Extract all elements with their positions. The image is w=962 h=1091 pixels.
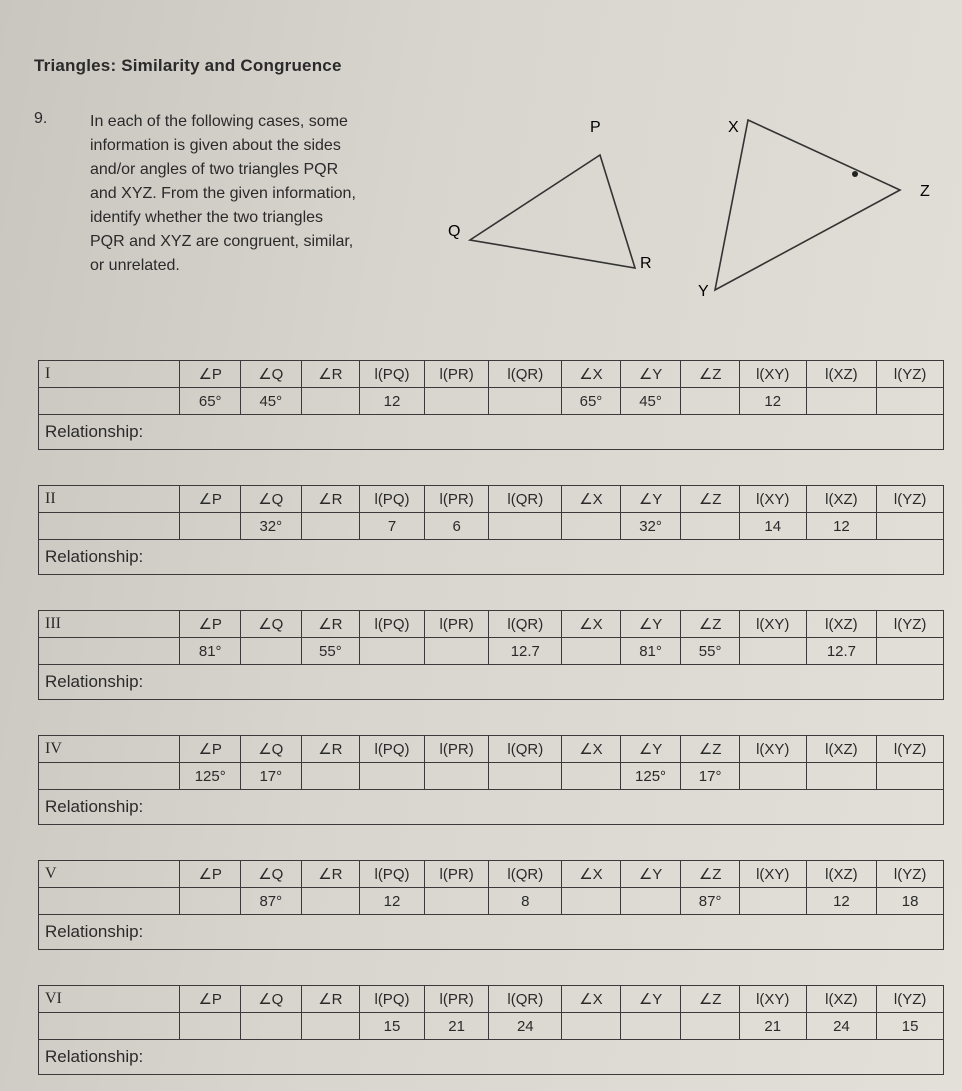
value-cell xyxy=(562,638,621,665)
value-cell: 17° xyxy=(681,763,740,790)
value-cell xyxy=(806,763,877,790)
column-header: l(XY) xyxy=(739,861,806,888)
value-cell xyxy=(360,763,425,790)
value-cell: 12 xyxy=(360,888,425,915)
question-line: and XYZ. From the given information, xyxy=(90,185,356,202)
value-cell xyxy=(180,513,241,540)
column-header: l(XY) xyxy=(739,486,806,513)
value-cell: 15 xyxy=(360,1013,425,1040)
value-cell xyxy=(241,1013,302,1040)
case-block xyxy=(38,610,944,700)
case-number: VI xyxy=(39,986,180,1013)
case-number: III xyxy=(39,611,180,638)
column-header: ∠Z xyxy=(681,486,740,513)
column-header: l(PR) xyxy=(424,861,489,888)
dot-mark xyxy=(852,171,858,177)
label-z: Z xyxy=(920,183,930,200)
value-cell: 14 xyxy=(739,513,806,540)
column-header: ∠Z xyxy=(681,861,740,888)
question-line: information is given about the sides xyxy=(90,137,341,154)
value-cell xyxy=(301,888,360,915)
value-cell: 87° xyxy=(241,888,302,915)
page-heading: Triangles: Similarity and Congruence xyxy=(34,56,342,75)
value-cell xyxy=(180,1013,241,1040)
column-header: ∠Q xyxy=(241,611,302,638)
column-header: ∠Y xyxy=(620,861,681,888)
case-block xyxy=(38,985,944,1075)
case-number: II xyxy=(39,486,180,513)
case-number: IV xyxy=(39,736,180,763)
label-x: X xyxy=(728,119,739,136)
case-table xyxy=(38,485,944,540)
column-header: l(XZ) xyxy=(806,361,877,388)
case-table xyxy=(38,985,944,1040)
value-cell: 87° xyxy=(681,888,740,915)
relationship-label: Relationship: xyxy=(45,422,144,441)
value-cell: 125° xyxy=(620,763,681,790)
value-cell xyxy=(424,763,489,790)
value-cell xyxy=(562,1013,621,1040)
column-header: ∠P xyxy=(180,611,241,638)
column-header: ∠Z xyxy=(681,986,740,1013)
value-cell: 7 xyxy=(360,513,425,540)
value-cell xyxy=(489,763,562,790)
value-cell: 32° xyxy=(620,513,681,540)
value-cell xyxy=(562,513,621,540)
column-header: l(QR) xyxy=(489,486,562,513)
value-cell xyxy=(301,513,360,540)
relationship-field[interactable] xyxy=(38,1040,944,1075)
question-line: PQR and XYZ are congruent, similar, xyxy=(90,233,354,250)
label-p: P xyxy=(590,119,601,136)
value-cell: 17° xyxy=(241,763,302,790)
column-header: ∠R xyxy=(301,986,360,1013)
column-header: ∠R xyxy=(301,611,360,638)
column-header: l(XZ) xyxy=(806,611,877,638)
value-cell: 65° xyxy=(180,388,241,415)
value-cell xyxy=(739,638,806,665)
column-header: l(YZ) xyxy=(877,486,944,513)
value-cell: 12 xyxy=(360,388,425,415)
column-header: l(XY) xyxy=(739,611,806,638)
column-header: ∠Y xyxy=(620,361,681,388)
blank-cell xyxy=(39,388,180,415)
column-header: l(YZ) xyxy=(877,361,944,388)
value-cell: 65° xyxy=(562,388,621,415)
triangle-pqr xyxy=(470,155,635,268)
value-cell xyxy=(360,638,425,665)
column-header: ∠Z xyxy=(681,611,740,638)
case-block xyxy=(38,860,944,950)
column-header: ∠R xyxy=(301,486,360,513)
column-header: l(QR) xyxy=(489,361,562,388)
value-cell xyxy=(681,513,740,540)
value-cell xyxy=(562,763,621,790)
column-header: ∠P xyxy=(180,361,241,388)
value-cell xyxy=(489,513,562,540)
value-cell xyxy=(877,763,944,790)
relationship-label: Relationship: xyxy=(45,797,144,816)
column-header: l(PR) xyxy=(424,986,489,1013)
label-q: Q xyxy=(448,223,461,240)
value-cell xyxy=(806,388,877,415)
column-header: l(YZ) xyxy=(877,861,944,888)
column-header: l(PQ) xyxy=(360,486,425,513)
column-header: ∠P xyxy=(180,736,241,763)
value-cell xyxy=(739,763,806,790)
value-cell: 12.7 xyxy=(489,638,562,665)
column-header: l(QR) xyxy=(489,861,562,888)
question-line: or unrelated. xyxy=(90,257,180,274)
label-r: R xyxy=(640,255,652,272)
case-table xyxy=(38,860,944,915)
column-header: ∠P xyxy=(180,986,241,1013)
column-header: ∠Y xyxy=(620,611,681,638)
value-cell: 125° xyxy=(180,763,241,790)
column-header: ∠R xyxy=(301,361,360,388)
case-table xyxy=(38,360,944,415)
triangle-xyz xyxy=(715,120,900,290)
value-cell: 12 xyxy=(806,513,877,540)
value-cell: 81° xyxy=(180,638,241,665)
value-cell xyxy=(489,388,562,415)
column-header: ∠Y xyxy=(620,486,681,513)
value-cell: 8 xyxy=(489,888,562,915)
column-header: l(YZ) xyxy=(877,986,944,1013)
relationship-label: Relationship: xyxy=(45,672,144,691)
column-header: ∠Q xyxy=(241,986,302,1013)
column-header: ∠R xyxy=(301,861,360,888)
value-cell xyxy=(301,388,360,415)
relationship-field[interactable] xyxy=(38,415,944,450)
triangles-figure xyxy=(430,100,950,300)
column-header: ∠Q xyxy=(241,486,302,513)
relationship-field[interactable] xyxy=(38,790,944,825)
column-header: ∠Q xyxy=(241,361,302,388)
column-header: l(PQ) xyxy=(360,611,425,638)
column-header: l(PQ) xyxy=(360,986,425,1013)
value-cell xyxy=(681,388,740,415)
column-header: ∠X xyxy=(562,361,621,388)
value-cell: 18 xyxy=(877,888,944,915)
relationship-field[interactable] xyxy=(38,665,944,700)
column-header: ∠P xyxy=(180,486,241,513)
value-cell: 55° xyxy=(301,638,360,665)
value-cell xyxy=(877,513,944,540)
column-header: l(PQ) xyxy=(360,861,425,888)
value-cell xyxy=(424,638,489,665)
value-cell: 21 xyxy=(424,1013,489,1040)
value-cell xyxy=(877,388,944,415)
value-cell xyxy=(620,1013,681,1040)
column-header: l(YZ) xyxy=(877,736,944,763)
value-cell xyxy=(562,888,621,915)
column-header: ∠X xyxy=(562,736,621,763)
case-table xyxy=(38,610,944,665)
value-cell: 32° xyxy=(241,513,302,540)
column-header: ∠X xyxy=(562,486,621,513)
value-cell xyxy=(681,1013,740,1040)
value-cell: 24 xyxy=(489,1013,562,1040)
column-header: l(XZ) xyxy=(806,486,877,513)
column-header: l(PR) xyxy=(424,486,489,513)
blank-cell xyxy=(39,638,180,665)
value-cell xyxy=(301,1013,360,1040)
column-header: ∠Y xyxy=(620,736,681,763)
value-cell: 55° xyxy=(681,638,740,665)
column-header: ∠X xyxy=(562,986,621,1013)
value-cell: 81° xyxy=(620,638,681,665)
blank-cell xyxy=(39,888,180,915)
column-header: l(XZ) xyxy=(806,861,877,888)
value-cell xyxy=(424,388,489,415)
column-header: l(XY) xyxy=(739,736,806,763)
column-header: ∠Q xyxy=(241,736,302,763)
case-number: I xyxy=(39,361,180,388)
value-cell: 24 xyxy=(806,1013,877,1040)
value-cell: 12.7 xyxy=(806,638,877,665)
value-cell xyxy=(301,763,360,790)
column-header: l(QR) xyxy=(489,986,562,1013)
relationship-field[interactable] xyxy=(38,540,944,575)
column-header: l(QR) xyxy=(489,736,562,763)
column-header: l(XY) xyxy=(739,986,806,1013)
value-cell xyxy=(241,638,302,665)
column-header: ∠X xyxy=(562,861,621,888)
question-text xyxy=(90,110,420,278)
column-header: l(PR) xyxy=(424,611,489,638)
column-header: ∠Z xyxy=(681,736,740,763)
column-header: ∠Z xyxy=(681,361,740,388)
case-block xyxy=(38,735,944,825)
blank-cell xyxy=(39,513,180,540)
value-cell: 15 xyxy=(877,1013,944,1040)
column-header: l(PQ) xyxy=(360,361,425,388)
case-block xyxy=(38,360,944,450)
value-cell xyxy=(739,888,806,915)
label-y: Y xyxy=(698,283,709,300)
column-header: l(QR) xyxy=(489,611,562,638)
column-header: l(PR) xyxy=(424,361,489,388)
column-header: l(XY) xyxy=(739,361,806,388)
relationship-label: Relationship: xyxy=(45,547,144,566)
column-header: ∠Y xyxy=(620,986,681,1013)
value-cell: 12 xyxy=(739,388,806,415)
question-line: identify whether the two triangles xyxy=(90,209,324,226)
relationship-label: Relationship: xyxy=(45,922,144,941)
question-line: In each of the following cases, some xyxy=(90,113,348,130)
value-cell xyxy=(877,638,944,665)
column-header: ∠P xyxy=(180,861,241,888)
value-cell: 45° xyxy=(241,388,302,415)
value-cell xyxy=(424,888,489,915)
value-cell xyxy=(620,888,681,915)
case-table xyxy=(38,735,944,790)
case-block xyxy=(38,485,944,575)
column-header: ∠R xyxy=(301,736,360,763)
column-header: l(PR) xyxy=(424,736,489,763)
value-cell: 12 xyxy=(806,888,877,915)
relationship-label: Relationship: xyxy=(45,1047,144,1066)
column-header: ∠Q xyxy=(241,861,302,888)
column-header: l(XZ) xyxy=(806,736,877,763)
value-cell: 21 xyxy=(739,1013,806,1040)
question-line: and/or angles of two triangles PQR xyxy=(90,161,339,178)
value-cell: 6 xyxy=(424,513,489,540)
column-header: l(YZ) xyxy=(877,611,944,638)
relationship-field[interactable] xyxy=(38,915,944,950)
column-header: l(PQ) xyxy=(360,736,425,763)
value-cell xyxy=(180,888,241,915)
column-header: l(XZ) xyxy=(806,986,877,1013)
blank-cell xyxy=(39,763,180,790)
column-header: ∠X xyxy=(562,611,621,638)
question-number: 9. xyxy=(34,110,48,127)
value-cell: 45° xyxy=(620,388,681,415)
blank-cell xyxy=(39,1013,180,1040)
case-number: V xyxy=(39,861,180,888)
